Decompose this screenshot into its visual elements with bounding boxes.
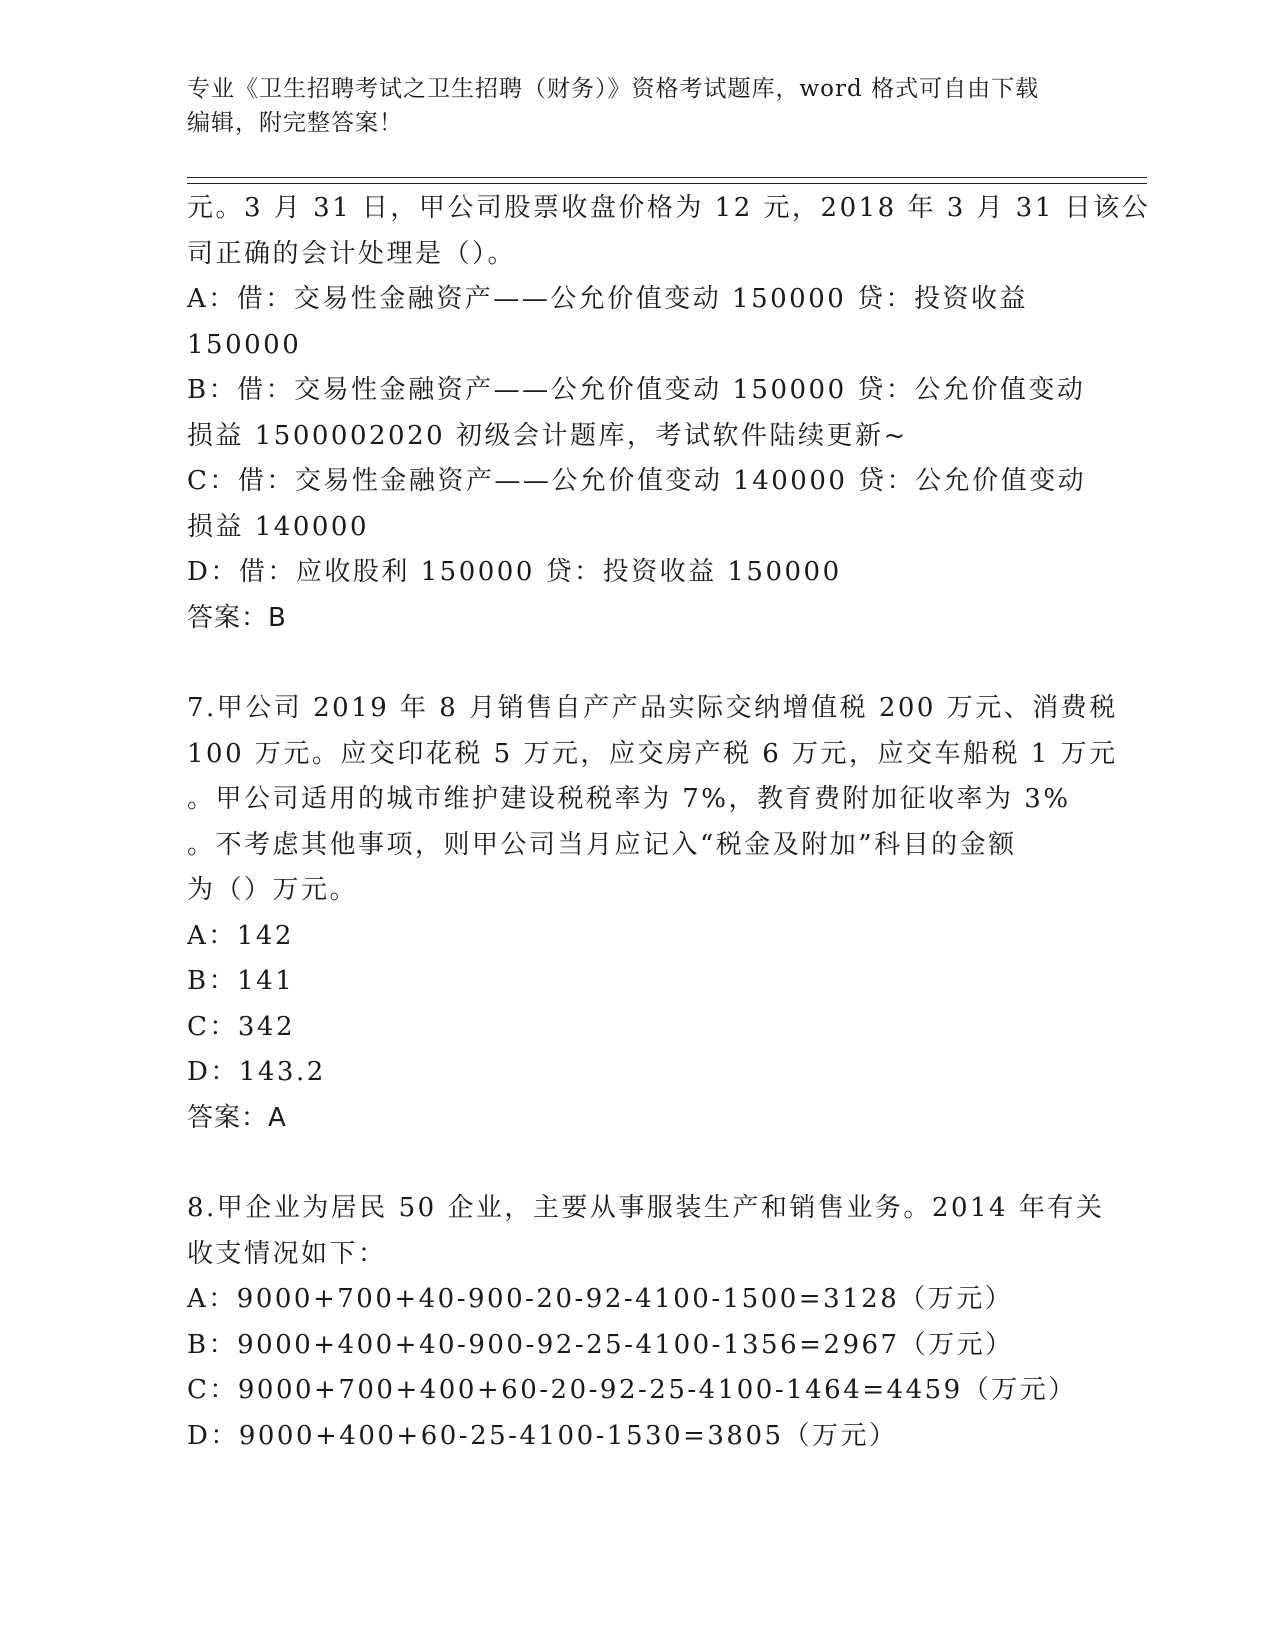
header-line-1: 专业《卫生招聘考试之卫生招聘（财务）》资格考试题库，word 格式可自由下载 [187, 76, 1040, 102]
header-divider-top [187, 177, 1147, 178]
spacer [187, 641, 1087, 686]
option-a: A：借：交易性金融资产——公允价值变动 150000 贷：投资收益 [187, 284, 1029, 314]
answer-label: 答案：B [187, 602, 287, 633]
header-line-2: 编辑，附完整答案！ [187, 110, 403, 136]
question-stem-line: 100 万元。应交印花税 5 万元，应交房产税 6 万元，应交车船税 1 万元 [187, 738, 1118, 769]
question-stem-line: 。不考虑其他事项，则甲公司当月应记入“税金及附加”科目的金额 [187, 829, 1017, 860]
option-c: C：9000+700+400+60-20-92-25-4100-1464=4459（万元） [187, 1375, 1077, 1405]
option-a: A：142 [187, 920, 294, 951]
question-6 [187, 186, 1151, 641]
option-b: B：9000+400+40-900-92-25-4100-1356=2967（万元） [187, 1329, 1014, 1360]
option-c-continued: 损益 140000 [187, 511, 370, 542]
question-stem-line: 元。3 月 31 日，甲公司股票收盘价格为 12 元，2018 年 3 月 31 日该公 [187, 193, 1151, 223]
option-d: D：9000+400+60-25-4100-1530=3805（万元） [187, 1420, 898, 1451]
option-d: D：借：应收股利 150000 贷：投资收益 150000 [187, 557, 842, 587]
question-stem-line: 8.甲企业为居民 50 企业，主要从事服装生产和销售业务。2014 年有关 [187, 1193, 1105, 1223]
answer-label: 答案：A [187, 1102, 287, 1133]
option-b-continued: 损益 1500002020 初级会计题库，考试软件陆续更新~ [187, 420, 908, 451]
option-b: B：借：交易性金融资产——公允价值变动 150000 贷：公允价值变动 [187, 375, 1086, 405]
document-header [187, 72, 1107, 140]
question-7 [187, 686, 1118, 1141]
option-d: D：143.2 [187, 1057, 326, 1087]
option-b: B：141 [187, 966, 295, 996]
option-a: A：9000+700+40-900-20-92-4100-1500=3128（万元） [187, 1284, 1014, 1314]
question-stem-line: 司正确的会计处理是（）。 [187, 238, 517, 269]
option-c: C：342 [187, 1011, 296, 1042]
option-c: C：借：交易性金融资产——公允价值变动 140000 贷：公允价值变动 [187, 466, 1087, 496]
spacer [187, 1141, 1087, 1186]
option-a-continued: 150000 [187, 329, 302, 360]
question-stem-line: 为（）万元。 [187, 875, 359, 905]
question-stem-line: 。甲公司适用的城市维护建设税税率为 7%，教育费附加征收率为 3% [187, 784, 1071, 814]
question-8 [187, 1186, 1105, 1459]
document-body [187, 186, 1151, 1459]
question-stem-line: 收支情况如下： [187, 1238, 387, 1269]
header-divider-bottom [187, 183, 1147, 184]
question-stem-line: 7.甲公司 2019 年 8 月销售自产产品实际交纳增值税 200 万元、消费税 [187, 693, 1118, 723]
